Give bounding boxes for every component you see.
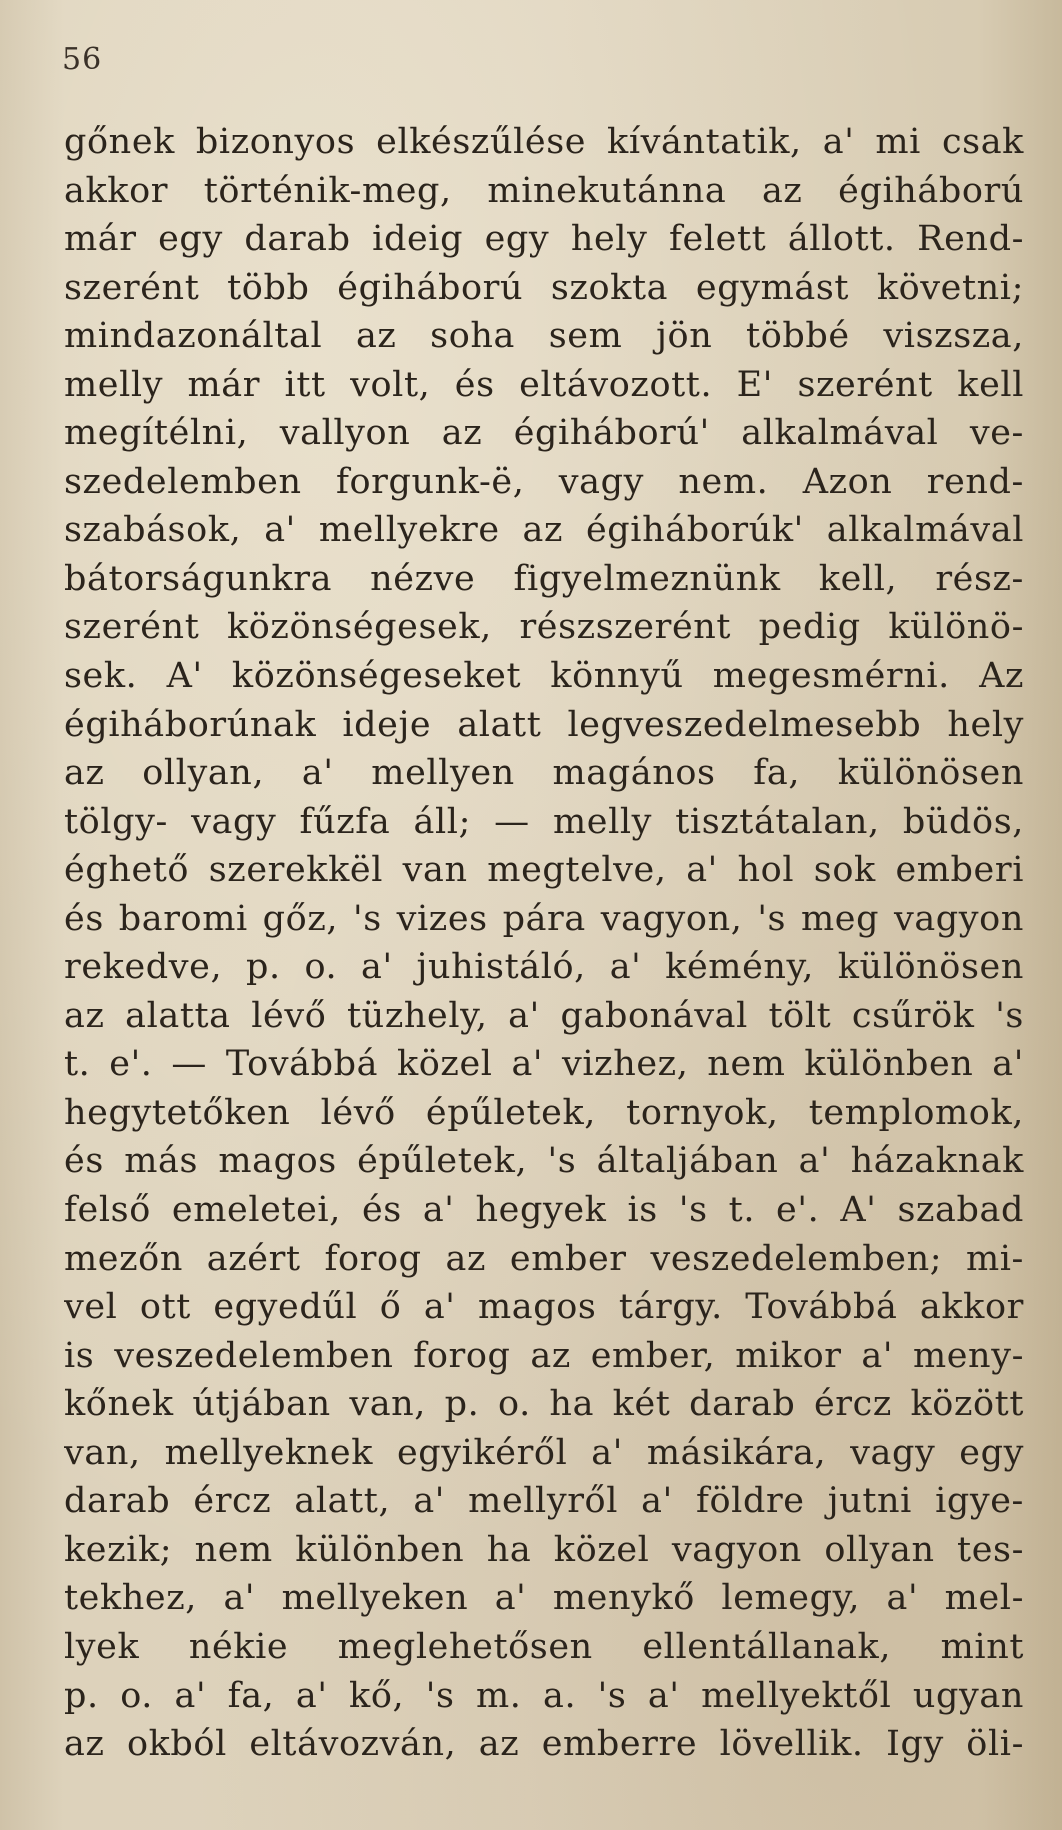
text-line: szabások, a' mellyekre az égiháborúk' alkalmával: [64, 510, 1024, 551]
text-line: szerént több égiháború szokta egymást követni;: [64, 267, 1024, 308]
text-line: felső emeletei, és a' hegyek is 's t. e'. A' szabad: [64, 1190, 1024, 1231]
text-line: szerént közönségesek, részszerént pedig különö-: [64, 607, 1024, 648]
text-line: rekedve, p. o. a' juhistáló, a' kémény, különösen: [64, 947, 1024, 988]
text-line: tölgy- vagy fűzfa áll; — melly tisztátalan, büdös,: [64, 801, 1024, 842]
body-text: [64, 118, 1024, 1769]
text-line: mezőn azért forog az ember veszedelemben; mi-: [64, 1238, 1024, 1279]
text-line: melly már itt volt, és eltávozott. E' szerént kell: [64, 364, 1024, 405]
text-line: szedelemben forgunk-ë, vagy nem. Azon rend-: [64, 461, 1024, 502]
text-line: kezik; nem különben ha közel vagyon ollyan tes-: [64, 1529, 1024, 1570]
text-line: éghető szerekkël van megtelve, a' hol sok emberi: [64, 850, 1024, 891]
text-line: az ollyan, a' mellyen magános fa, különösen: [64, 753, 1024, 794]
text-line: és baromi gőz, 's vizes pára vagyon, 's meg vagyon: [64, 898, 1024, 939]
text-line: gőnek bizonyos elkészűlése kívántatik, a' mi csak: [64, 122, 1024, 162]
text-line: hegytetőken lévő épűletek, tornyok, templomok,: [64, 1092, 1024, 1133]
text-line: is veszedelemben forog az ember, mikor a' meny-: [64, 1335, 1024, 1376]
text-line: kőnek útjában van, p. o. ha két darab ércz között: [64, 1384, 1024, 1425]
text-line: p. o. a' fa, a' kő, 's m. a. 's a' mellyektől ugyan: [64, 1675, 1024, 1716]
text-line: sek. A' közönségeseket könnyű megesmérni. Az: [64, 656, 1024, 697]
text-line: mindazonáltal az soha sem jön többé viszsza,: [64, 316, 1024, 357]
text-line: darab ércz alatt, a' mellyről a' földre jutni igye-: [64, 1481, 1024, 1522]
text-line: bátorságunkra nézve figyelmeznünk kell, rész-: [64, 558, 1024, 599]
text-line: van, mellyeknek egyikéről a' másikára, vagy egy: [64, 1432, 1024, 1473]
text-line: vel ott egyedűl ő a' magos tárgy. Továbbá akkor: [64, 1287, 1024, 1328]
text-line: és más magos épűletek, 's általjában a' házaknak: [64, 1141, 1024, 1182]
text-line: az okból eltávozván, az emberre lövellik. Igy öli-: [64, 1724, 1024, 1765]
text-line: lyek nékie meglehetősen ellentállanak, mint: [64, 1626, 1024, 1667]
text-line: tekhez, a' mellyeken a' menykő lemegy, a' mel-: [64, 1578, 1024, 1619]
text-line: megítélni, vallyon az égiháború' alkalmával ve-: [64, 413, 1024, 454]
text-line: már egy darab ideig egy hely felett állott. Rend-: [64, 219, 1024, 260]
text-line: az alatta lévő tüzhely, a' gabonával tölt csűrök 's: [64, 995, 1024, 1036]
text-line: akkor történik-meg, minekutánna az égiháború: [64, 170, 1024, 211]
text-line: t. e'. — Továbbá közel a' vizhez, nem különben a': [64, 1044, 1024, 1085]
text-line: égiháborúnak ideje alatt legveszedelmesebb hely: [64, 704, 1024, 745]
page-number: 56: [62, 42, 103, 77]
